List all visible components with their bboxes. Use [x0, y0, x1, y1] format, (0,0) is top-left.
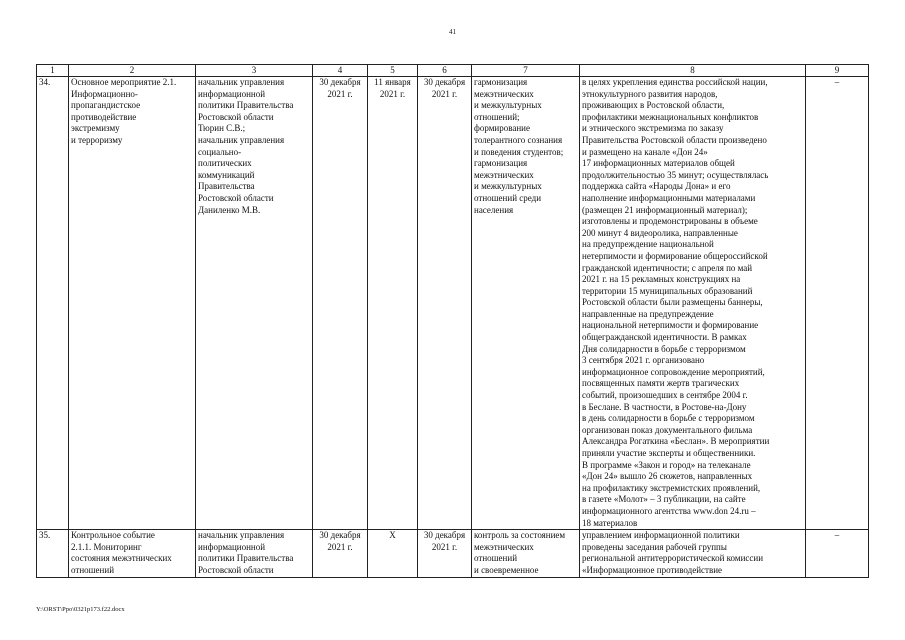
table-row — [37, 530, 869, 577]
column-number: 2 — [69, 65, 196, 77]
document-file-path: Y:\ORST\Ppo\0321p173.f22.docx — [36, 606, 125, 613]
table-row — [37, 77, 869, 530]
planned-end-date: Х — [368, 530, 418, 577]
start-date: 30 декабря 2021 г. — [313, 77, 368, 530]
actual-end-date: 30 декабря 2021 г. — [418, 77, 472, 530]
column-number: 7 — [472, 65, 580, 77]
activity-name: Контрольное событие 2.1.1. Мониторинг состояния межэтнических отношений — [69, 530, 196, 577]
column-number: 1 — [37, 65, 69, 77]
activity-name: Основное мероприятие 2.1. Информационно- пропагандистское противодействие экстремизму и терроризму — [69, 77, 196, 530]
column-number: 9 — [806, 65, 869, 77]
expected-result: контроль за состоянием межэтнических отношений и своевременное — [472, 530, 580, 577]
column-number-row — [37, 65, 869, 77]
start-date: 30 декабря 2021 г. — [313, 530, 368, 577]
column-number: 8 — [580, 65, 806, 77]
actual-result-description: в целях укрепления единства российской нации, этнокультурного развития народов, проживающих в Ростовской области, профилактики межнациональных конфликтов и этнического экстремизма по заказу Правительства Ростовской области произведено и размещено на канале «Дон 24» 17 информационных материалов общей продолжительностью 35 минут; осуществлялась поддержка сайта «Народы Дона» и его наполнение информационными материалами (размещен 21 информационный материал); изготовлены и продемонстрированы в объеме 200 минут 4 видеоролика, направленные на предупреждение национальной нетерпимости и формирование общероссийской гражданской идентичности; с апреля по май 2021 г. на 15 рекламных конструкциях на территории 15 муниципальных образований Ростовской области были размещены баннеры, направленные на предупреждение национальной нетерпимости и формирование общегражданской идентичности. В рамках Дня солидарности в борьбе с терроризмом 3 сентября 2021 г. организовано информационное сопровождение мероприятий, посвященных памяти жертв трагических событий, произошедших в сентябре 2004 г. в Беслане. В частности, в Ростове-на-Дону в день солидарности в борьбе с терроризмом организован показ документального фильма Александра Рогаткина «Беслан». В мероприятии приняли участие эксперты и общественники. В программе «Закон и город» на телеканале «Дон 24» вышло 26 сюжетов, направленных на профилактику экстремистских проявлений, в газете «Молот» – 3 публикации, на сайте информационного агентства www.don 24.ru – 18 материалов — [580, 77, 806, 530]
column-number: 6 — [418, 65, 472, 77]
report-table — [36, 64, 869, 578]
expected-result: гармонизация межэтнических и межкультурных отношений; формирование толерантного сознания и поведения студентов; гармонизация межэтнических и межкультурных отношений среди населения — [472, 77, 580, 530]
actual-end-date: 30 декабря 2021 г. — [418, 530, 472, 577]
actual-result-description: управлением информационной политики проведены заседания рабочей группы региональной антитеррористической комиссии «Информационное противодействие — [580, 530, 806, 577]
note: – — [806, 77, 869, 530]
note: – — [806, 530, 869, 577]
column-number: 4 — [313, 65, 368, 77]
page-number: 41 — [449, 28, 456, 36]
column-number: 3 — [196, 65, 313, 77]
row-number: 34. — [37, 77, 69, 530]
responsible-executor: начальник управления информационной политики Правительства Ростовской области Тюрин С.В.; начальник управления социально- политических коммуникаций Правительства Ростовской области Даниленко М.В. — [196, 77, 313, 530]
row-number: 35. — [37, 530, 69, 577]
responsible-executor: начальник управления информационной политики Правительства Ростовской области — [196, 530, 313, 577]
column-number: 5 — [368, 65, 418, 77]
planned-end-date: 11 января 2021 г. — [368, 77, 418, 530]
